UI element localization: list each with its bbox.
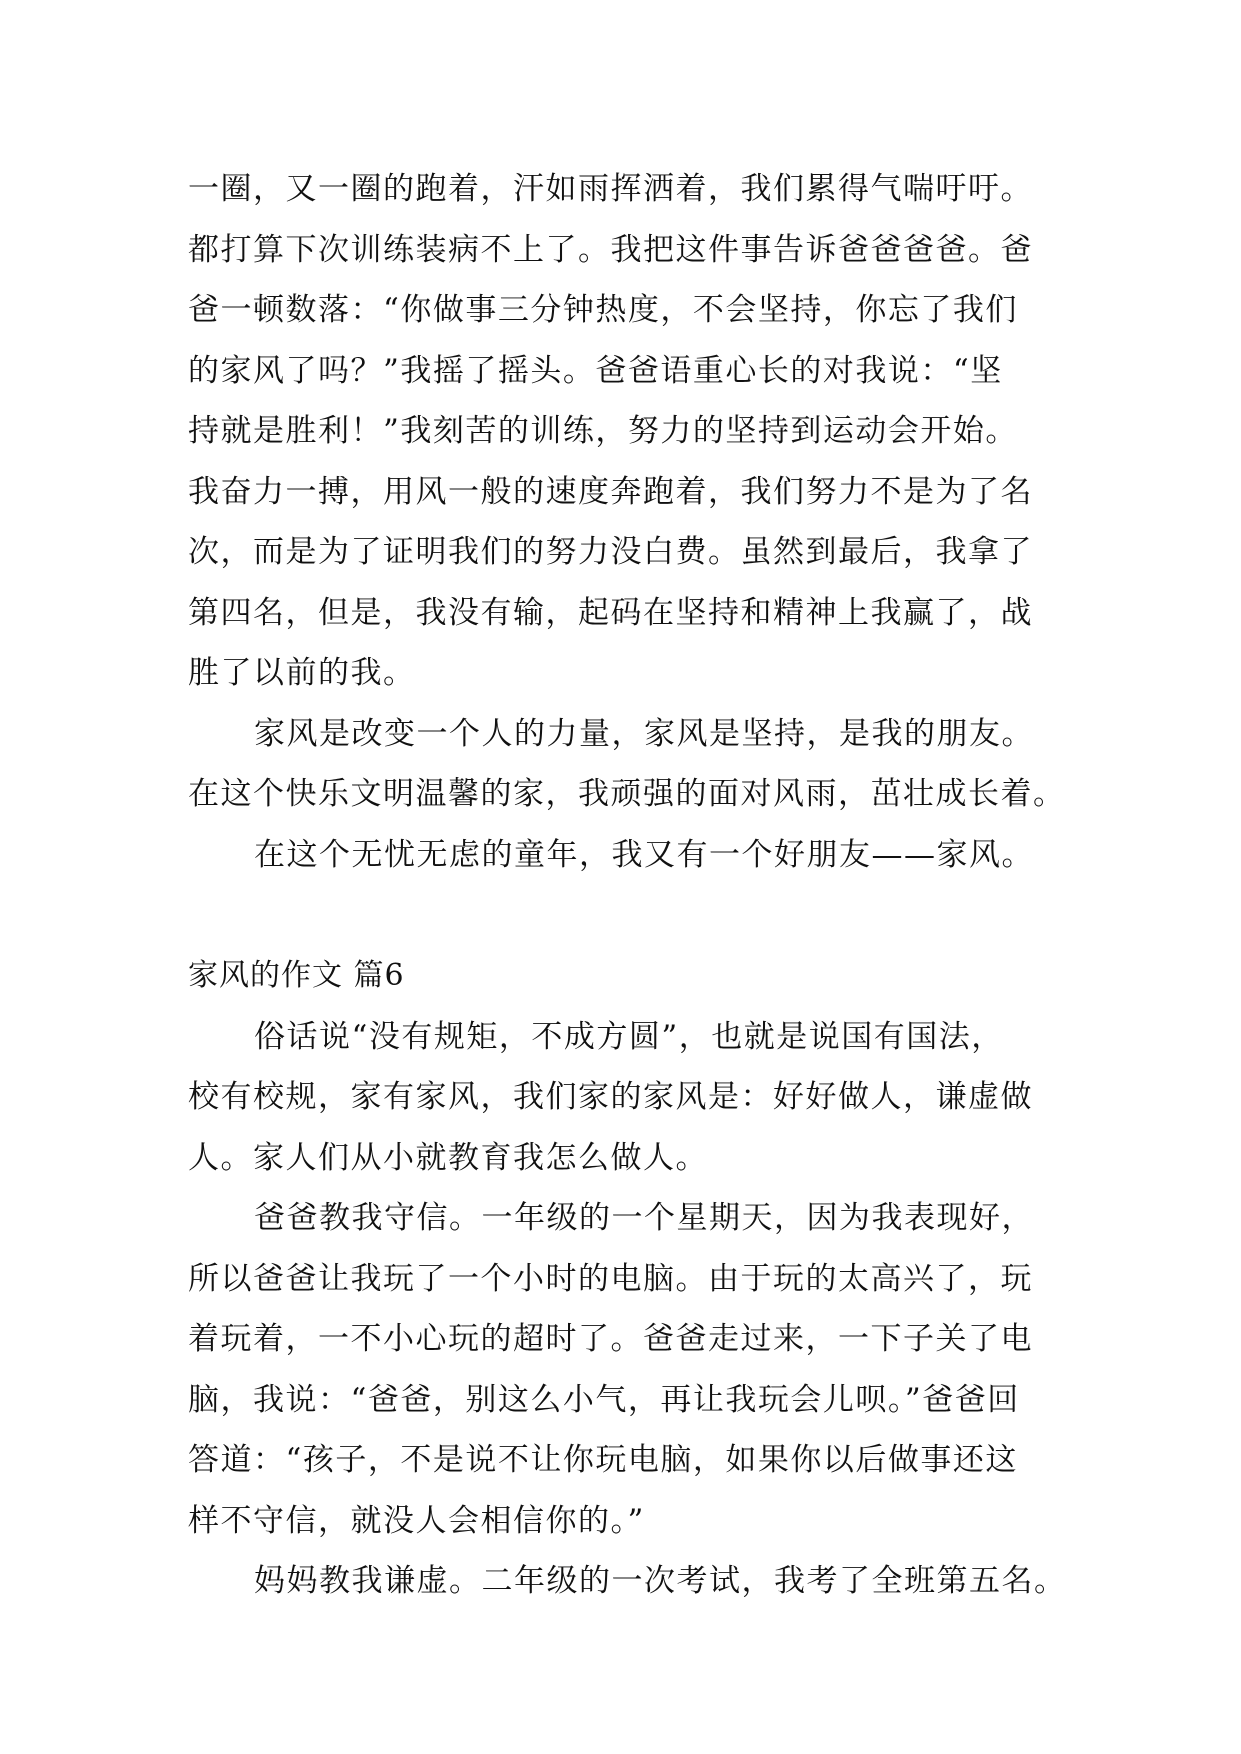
paragraph-line: 第四名，但是，我没有输，起码在坚持和精神上我赢了，战 xyxy=(188,595,1033,631)
paragraph-line: 在这个快乐文明温馨的家，我顽强的面对风雨，茁壮成长着。 xyxy=(188,776,1066,812)
paragraph-line: 在这个无忧无虑的童年，我又有一个好朋友——家风。 xyxy=(254,837,1034,873)
paragraph-line: 着玩着，一不小心玩的超时了。爸爸走过来，一下子关了电 xyxy=(188,1321,1033,1357)
paragraph-line: 持就是胜利！”我刻苦的训练，努力的坚持到运动会开始。 xyxy=(188,413,1018,449)
section-heading: 家风的作文 篇6 xyxy=(188,958,405,993)
paragraph-line: 答道：“孩子，不是说不让你玩电脑，如果你以后做事还这 xyxy=(188,1442,1018,1478)
paragraph-line: 次，而是为了证明我们的努力没白费。虽然到最后，我拿了 xyxy=(188,534,1033,570)
paragraph-line: 我奋力一搏，用风一般的速度奔跑着，我们努力不是为了名 xyxy=(188,474,1033,510)
paragraph-line: 都打算下次训练装病不上了。我把这件事告诉爸爸爸爸。爸 xyxy=(188,232,1033,268)
paragraph-line: 的家风了吗？”我摇了摇头。爸爸语重心长的对我说：“坚 xyxy=(188,353,1003,389)
paragraph-line: 一圈，又一圈的跑着，汗如雨挥洒着，我们累得气喘吁吁。 xyxy=(188,171,1033,207)
paragraph-line: 爸爸教我守信。一年级的一个星期天，因为我表现好， xyxy=(254,1200,1034,1236)
paragraph-line: 样不守信，就没人会相信你的。” xyxy=(188,1503,645,1539)
paragraph-line: 胜了以前的我。 xyxy=(188,655,416,691)
paragraph-line: 所以爸爸让我玩了一个小时的电脑。由于玩的太高兴了，玩 xyxy=(188,1261,1033,1297)
paragraph-line: 脑，我说：“爸爸，别这么小气，再让我玩会儿呗。”爸爸回 xyxy=(188,1382,1020,1418)
paragraph-line: 妈妈教我谦虚。二年级的一次考试，我考了全班第五名。 xyxy=(254,1563,1067,1599)
paragraph-line: 校有校规，家有家风，我们家的家风是：好好做人，谦虚做 xyxy=(188,1079,1033,1115)
paragraph-line: 爸一顿数落：“你做事三分钟热度，不会坚持，你忘了我们 xyxy=(188,292,1018,328)
paragraph-line: 俗话说“没有规矩，不成方圆”，也就是说国有国法， xyxy=(254,1019,1004,1055)
paragraph-line: 人。家人们从小就教育我怎么做人。 xyxy=(188,1140,708,1176)
paragraph-line: 家风是改变一个人的力量，家风是坚持，是我的朋友。 xyxy=(254,716,1034,752)
